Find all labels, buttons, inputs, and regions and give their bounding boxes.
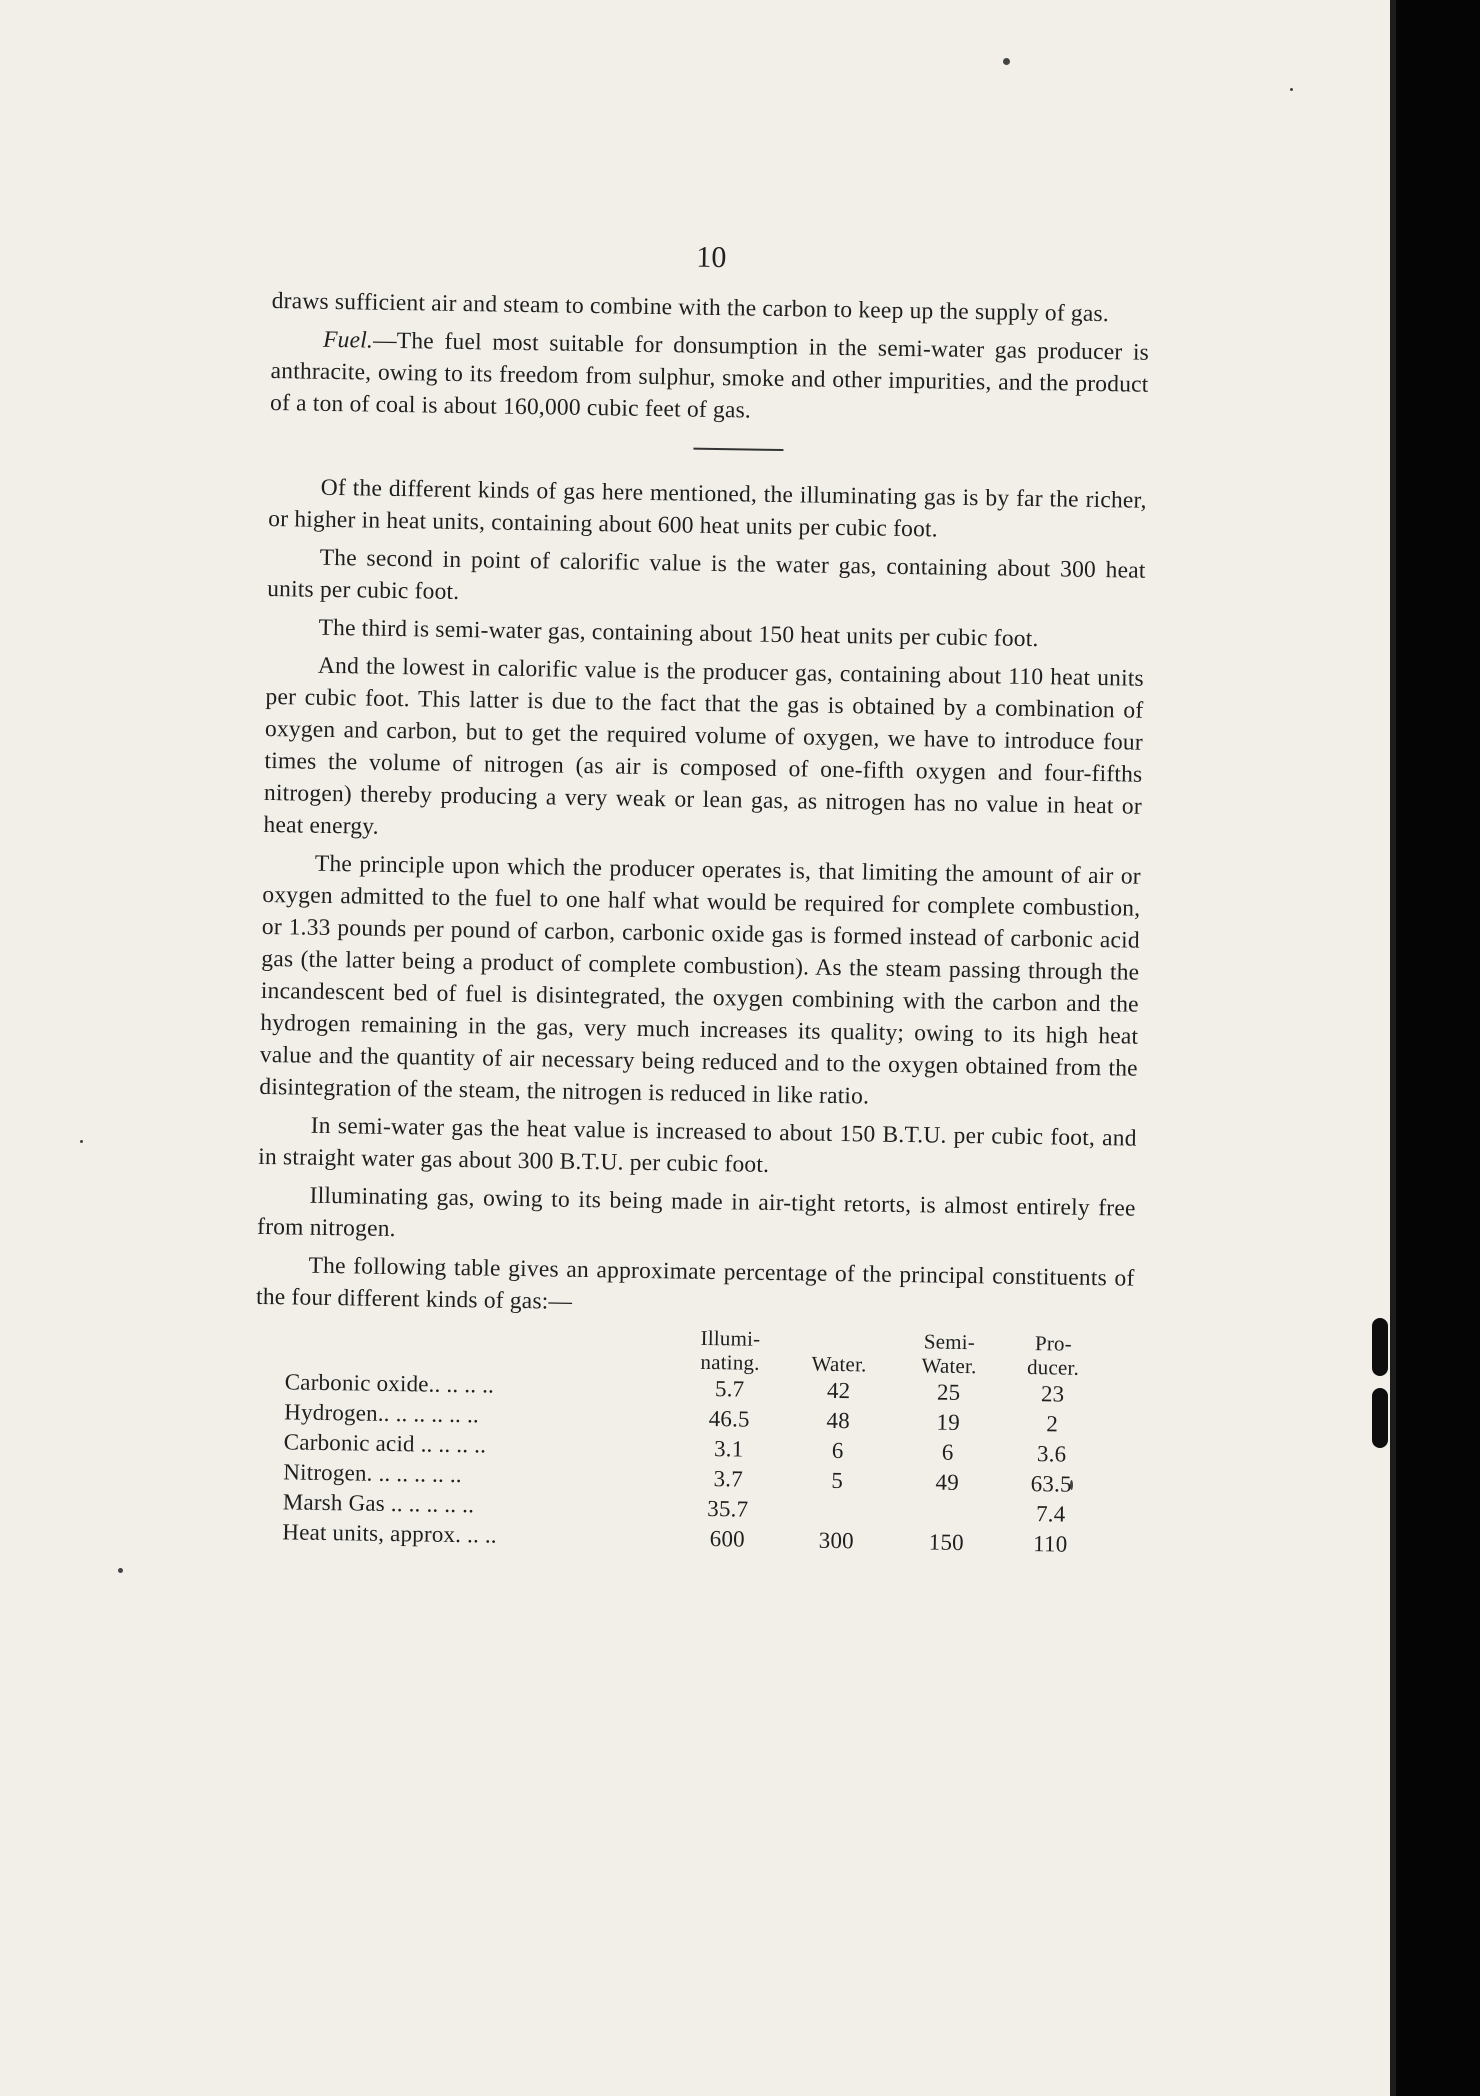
cell-illuminating: 3.1: [713, 1436, 744, 1462]
scan-speck: [118, 1568, 123, 1573]
cell-illuminating: 5.7: [714, 1376, 745, 1402]
row-label: Carbonic acid .. .. .. ..: [283, 1429, 487, 1458]
fuel-heading: Fuel.: [322, 326, 374, 354]
cell-illuminating: 35.7: [707, 1495, 749, 1522]
page-text: [252, 240, 1150, 1561]
paragraph-illuminating-gas: Illuminating gas, owing to its being made in air-tight retorts, is almost entirely free from nitrogen.: [256, 1182, 1136, 1243]
cell-semi-water: [891, 1497, 1003, 1529]
cell-producer: 23: [1040, 1381, 1065, 1407]
cell-producer: 3.6: [1036, 1441, 1067, 1467]
cell-semi-water: 25: [936, 1379, 961, 1405]
paragraph-producer-principle: The principle upon which the producer operates is, that limiting the amount of air or oxygen admitted to the fuel to one half what would be required for complete combustion, or 1.33 pounds per pound of carbon, carbonic oxide gas is formed instead of carbonic acid gas (the latter being a product of complete combustion). As the steam passing through the incandescent bed of fuel is disintegrated, the oxygen combining with the carbon and the hydrogen remaining in the gas, very much increases its quality; owing to its high heat value and the quantity of air necessary being reduced and to the oxygen obtained from the disintegration of the steam, the nitrogen is reduced in like ratio.: [259, 850, 1141, 1110]
cell-semi-water: 19: [936, 1409, 961, 1435]
table-header-water: Water.: [811, 1351, 867, 1377]
paragraph-continued: draws sufficient air and steam to combine with the carbon to keep up the supply of gas.: [271, 287, 1110, 328]
binding-clip: [1372, 1318, 1388, 1376]
cell-illuminating: 3.7: [713, 1466, 744, 1492]
table-header-producer: Pro-ducer.: [1026, 1331, 1080, 1380]
cell-water: 5: [831, 1467, 844, 1494]
cell-semi-water: 49: [935, 1469, 960, 1495]
paragraph-water-gas: The second in point of calorific value is the water gas, containing about 300 heat units per cubic foot.: [266, 544, 1146, 605]
cell-water: 42: [826, 1377, 851, 1404]
binding-clip: [1372, 1388, 1388, 1448]
scan-speck: [1003, 58, 1010, 65]
row-label: Hydrogen.. .. .. .. .. ..: [284, 1399, 480, 1428]
fuel-text: —The fuel most suitable for donsumption in the semi-water gas producer is anthracite, owing to its freedom from sulphur, smoke and other impurities, and the product of a ton of coal is about 160,000 cubic feet of gas.: [269, 327, 1150, 424]
paragraph-semi-water-gas: The third is semi-water gas, containing about 150 heat units per cubic foot.: [318, 614, 1039, 653]
paragraph-producer-gas: And the lowest in calorific value is the producer gas, containing about 110 heat units per cubic foot. This latter is due to the fact that the gas is obtained by a combination of oxygen and carbon, but to get the required volume of oxygen, we have to introduce four times the volume of nitrogen (as air is composed of one-fifth oxygen and four-fifths nitrogen) thereby producing a very weak or lean gas, as nitrogen has no value in heat or heat energy.: [263, 652, 1145, 840]
row-label: Nitrogen. .. .. .. .. ..: [283, 1459, 463, 1488]
cell-water: 6: [831, 1437, 844, 1464]
cell-producer: 110: [1032, 1531, 1068, 1557]
scanner-background: [1396, 0, 1480, 2096]
cell-semi-water: 150: [928, 1529, 965, 1556]
row-label: Carbonic oxide.. .. .. ..: [284, 1369, 495, 1398]
cell-water: 48: [826, 1407, 851, 1434]
cell-water: [783, 1495, 891, 1527]
cell-water: 300: [818, 1527, 855, 1554]
cell-producer: 2: [1046, 1411, 1059, 1437]
cell-semi-water: 6: [941, 1439, 954, 1465]
paragraph-fuel: [270, 323, 1149, 433]
table-header-blank: [285, 1319, 676, 1373]
cell-illuminating: 600: [709, 1526, 746, 1552]
paragraph-heat-values: In semi-water gas the heat value is increased to about 150 B.T.U. per cubic foot, and in straight water gas about 300 B.T.U. per cubic foot.: [258, 1112, 1137, 1178]
cell-producer: 7.4: [1035, 1501, 1066, 1527]
gas-constituents-table: [282, 1319, 1101, 1560]
table-header-illuminating: Illumi-nating.: [700, 1325, 761, 1375]
row-label: Marsh Gas .. .. .. .. ..: [282, 1489, 475, 1518]
cell-producer: 63.5: [1030, 1471, 1072, 1497]
scan-speck: [1290, 88, 1293, 91]
scan-speck: [80, 1140, 83, 1143]
table-header-semi-water: Semi-Water.: [921, 1329, 977, 1379]
page-number: 10: [695, 240, 727, 275]
section-divider: [693, 448, 783, 451]
paragraph-gas-kinds: Of the different kinds of gas here mentioned, the illuminating gas is by far the richer, or higher in heat units, containing about 600 heat units per cubic foot.: [268, 474, 1147, 543]
cell-illuminating: 46.5: [708, 1406, 750, 1432]
row-label: Heat units, approx. .. ..: [282, 1519, 498, 1548]
paragraph-table-intro: The following table gives an approximate percentage of the principal constituents of the four different kinds of gas:—: [255, 1252, 1135, 1315]
